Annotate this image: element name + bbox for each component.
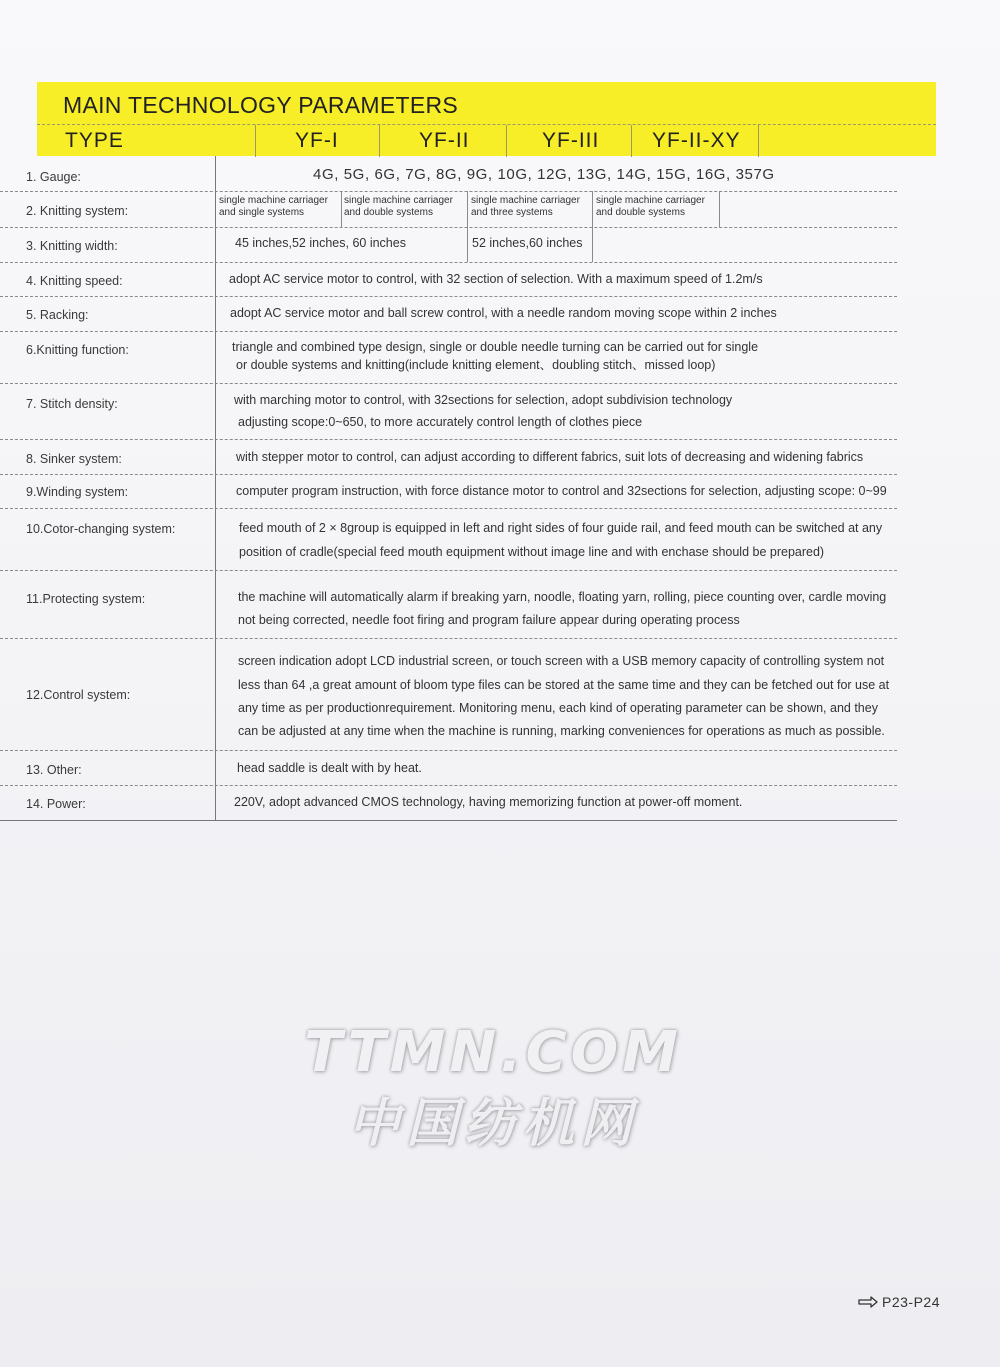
row-protecting-system [0, 570, 897, 639]
row-gauge [0, 156, 897, 192]
row-label: 4. Knitting speed: [26, 274, 123, 288]
divider [467, 191, 468, 227]
row-winding-system [0, 474, 897, 509]
watermark-line: 中国纺机网 [347, 1094, 638, 1154]
type-label: TYPE [65, 129, 124, 152]
protecting-system-line: not being corrected, needle foot firing and program failure appear during operating process [238, 613, 740, 627]
knitting-system-yf-iii [471, 191, 593, 225]
row-label: 11.Protecting system: [26, 592, 146, 606]
row-label: 14. Power: [26, 797, 86, 811]
stitch-density-line: with marching motor to control, with 32sections for selection, adopt subdivision technology [234, 393, 733, 407]
row-label: 13. Other: [26, 763, 82, 777]
row-label: 12.Control system: [26, 688, 131, 702]
cell-line: and three systems [471, 207, 553, 218]
row-label: 9.Winding system: [26, 485, 129, 499]
color-changing-line: position of cradle(special feed mouth equipment without image line and with enchase should be prepared) [239, 545, 825, 559]
row-label: 6.Knitting function: [26, 343, 129, 357]
gauge-value: 4G, 5G, 6G, 7G, 8G, 9G, 10G, 12G, 13G, 14G, 15G, 16G, 357G [313, 166, 775, 183]
watermark-line: TTMN.COM [304, 1020, 682, 1085]
cell-line: single machine carriager [596, 195, 705, 206]
row-label: 1. Gauge: [26, 170, 81, 184]
row-knitting-speed [0, 262, 897, 297]
divider [592, 191, 593, 227]
row-label: 3. Knitting width: [26, 239, 118, 253]
row-sinker-system [0, 439, 897, 475]
racking-value: adopt AC service motor and ball screw control, with a needle random moving scope within 2 inches [230, 306, 777, 320]
cell-line: single machine carriager [219, 195, 328, 206]
page-title: MAIN TECHNOLOGY PARAMETERS [63, 92, 459, 118]
divider [255, 125, 256, 157]
cell-line: and double systems [344, 207, 433, 218]
knitting-function-line: or double systems and knitting(include knitting element、doubling stitch、missed loop) [236, 358, 716, 372]
knitting-width-value-b: 52 inches,60 inches [472, 236, 583, 250]
model-yf-i: YF-I [295, 129, 339, 152]
row-label: 2. Knitting system: [26, 204, 129, 218]
divider [758, 125, 759, 157]
row-knitting-system [0, 191, 897, 228]
knitting-system-yf-i [219, 191, 341, 225]
row-label: 8. Sinker system: [26, 452, 122, 466]
type-row [37, 124, 936, 157]
control-system-line: screen indication adopt LCD industrial screen, or touch screen with a USB memory capacity of controlling system not [238, 654, 885, 668]
divider [506, 125, 507, 157]
protecting-system-line: the machine will automatically alarm if breaking yarn, noodle, floating yarn, rolling, piece counting over, cardle moving [238, 590, 887, 604]
page-reference [858, 1294, 940, 1311]
power-value: 220V, adopt advanced CMOS technology, having memorizing function at power-off moment. [234, 795, 743, 809]
divider [467, 227, 468, 262]
control-system-line: less than 64 ,a great amount of bloom type files can be stored at the same time and they can be fetched out for use at [238, 678, 890, 692]
row-color-changing [0, 508, 897, 571]
row-control-system [0, 638, 897, 751]
cell-line: and single systems [219, 207, 305, 218]
divider [379, 125, 380, 157]
row-other [0, 750, 897, 786]
control-system-line: can be adjusted at any time when the machine is running, marking conveniences for operations as much as possible. [238, 724, 885, 738]
knitting-function-line: triangle and combined type design, single or double needle turning can be carried out for single [232, 340, 759, 354]
row-stitch-density [0, 383, 897, 440]
watermark [278, 1020, 708, 1154]
model-yf-ii: YF-II [419, 129, 470, 152]
knitting-speed-value: adopt AC service motor to control, with 32 section of selection. With a maximum speed of 1.2m/s [229, 272, 763, 286]
color-changing-line: feed mouth of 2 × 8group is equipped in left and right sides of four guide rail, and feed mouth can be switched at any [239, 521, 883, 535]
divider [341, 191, 342, 227]
sinker-system-value: with stepper motor to control, can adjust according to different fabrics, suit lots of decreasing and widening fabrics [236, 450, 864, 464]
row-label: 10.Cotor-changing system: [26, 522, 176, 536]
row-knitting-function [0, 331, 897, 384]
row-racking [0, 296, 897, 332]
row-label: 7. Stitch density: [26, 397, 118, 411]
control-system-line: any time as per productionrequirement. Monitoring menu, each kind of operating parameter can be shown, and they [238, 701, 878, 715]
page-reference-text: P23-P24 [882, 1294, 940, 1310]
knitting-system-yf-ii-xy [596, 191, 718, 225]
knitting-width-value-a: 45 inches,52 inches, 60 inches [235, 236, 406, 250]
cell-line: single machine carriager [344, 195, 453, 206]
model-yf-ii-xy: YF-II-XY [652, 129, 741, 152]
divider [631, 125, 632, 157]
model-yf-iii: YF-III [542, 129, 600, 152]
winding-system-value: computer program instruction, with force distance motor to control and 32sections for selection, adjusting scope: 0~99 [236, 484, 887, 498]
divider [592, 227, 593, 262]
arrow-right-icon [858, 1295, 878, 1311]
row-label: 5. Racking: [26, 308, 89, 322]
stitch-density-line: adjusting scope:0~650, to more accurately control length of clothes piece [238, 415, 643, 429]
divider [719, 191, 720, 227]
parameters-header [37, 82, 936, 156]
cell-line: and double systems [596, 207, 685, 218]
row-knitting-width [0, 227, 897, 263]
cell-line: single machine carriager [471, 195, 580, 206]
other-value: head saddle is dealt with by heat. [237, 761, 422, 775]
knitting-system-yf-ii [344, 191, 466, 225]
row-power [0, 785, 897, 821]
